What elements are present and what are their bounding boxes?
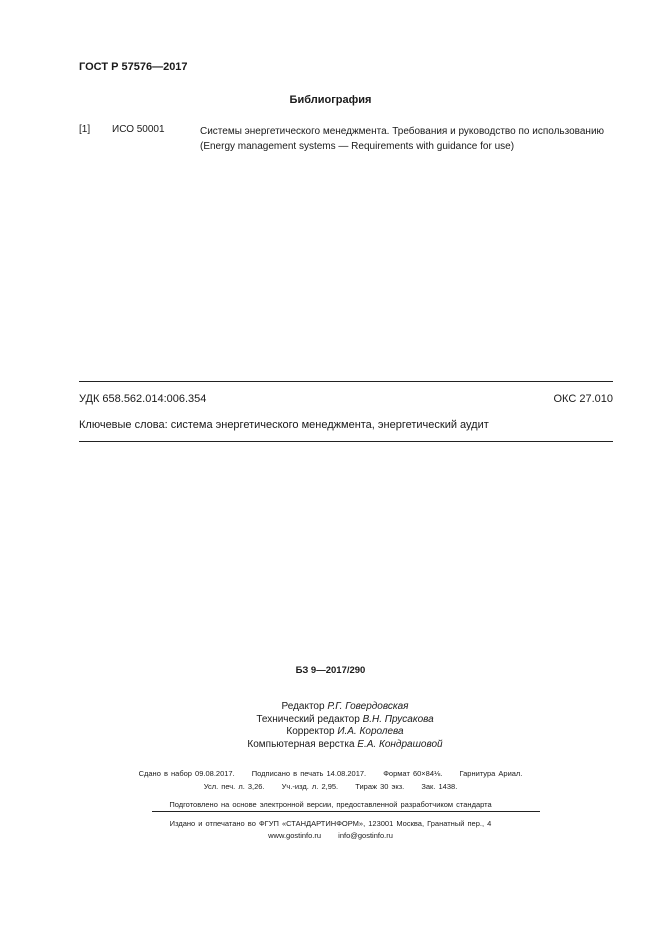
udk-code: УДК 658.562.014:006.354	[79, 393, 207, 405]
imprint-contacts	[0, 831, 661, 840]
bibliography-item-title	[200, 124, 620, 154]
bibliography-item-title-ru: Системы энергетического менеджмента. Требования и руководство по использованию	[200, 126, 605, 137]
imprint-line-2	[0, 782, 661, 791]
credit-role: Редактор	[281, 701, 325, 712]
credit-proofreader	[0, 726, 661, 739]
imprint-signed-set: Сдано в набор 09.08.2017.	[138, 769, 235, 778]
bibliography-item-number: [1]	[79, 124, 91, 135]
divider-top	[79, 381, 613, 382]
bibliography-item-standard: ИСО 50001	[112, 124, 165, 135]
credit-name: Е.А. Кондрашовой	[357, 738, 443, 750]
imprint-run: Тираж 30 экз.	[355, 782, 405, 791]
document-code: ГОСТ Р 57576—2017	[79, 61, 188, 73]
oks-code: ОКС 27.010	[553, 393, 613, 405]
imprint-typeface: Гарнитура Ариал.	[459, 769, 523, 778]
credit-role: Технический редактор	[256, 713, 360, 725]
imprint-line-1	[0, 769, 661, 778]
credit-role: Компьютерная верстка	[247, 738, 355, 750]
imprint-print-sheets: Усл. печ. л. 3,26.	[203, 782, 265, 791]
imprint-website: www.gostinfo.ru	[268, 831, 322, 840]
imprint-format: Формат 60×84⅛.	[383, 769, 443, 778]
bibliography-item-title-en: (Energy management systems — Requirements with guidance for use)	[200, 141, 515, 152]
imprint-order: Зак. 1438.	[421, 782, 458, 791]
credit-tech-editor	[0, 714, 661, 727]
credit-editor	[0, 701, 661, 714]
bz-number: БЗ 9—2017/290	[295, 665, 366, 676]
imprint-prepared: Подготовлено на основе электронной версии, предоставленной разработчиком стандарта	[169, 800, 492, 809]
imprint-publisher: Издано и отпечатано во ФГУП «СТАНДАРТИНФОРМ», 123001 Москва, Гранатный пер., 4	[169, 819, 492, 828]
credits-block	[0, 701, 661, 751]
keywords: Ключевые слова: система энергетического менеджмента, энергетический аудит	[79, 419, 489, 431]
divider-imprint	[152, 811, 540, 812]
credit-name: И.А. Королева	[337, 726, 404, 737]
credit-layout	[0, 739, 661, 752]
imprint-email: info@gostinfo.ru	[338, 831, 393, 840]
bibliography-title: Библиография	[289, 94, 372, 106]
credit-name: В.Н. Прусакова	[362, 713, 434, 725]
divider-bottom	[79, 441, 613, 442]
credit-role: Корректор	[286, 726, 335, 737]
credit-name: Р.Г. Говердовская	[327, 701, 409, 712]
imprint-pub-sheets: Уч.-изд. л. 2,95.	[281, 782, 339, 791]
imprint-signed-print: Подписано в печать 14.08.2017.	[251, 769, 367, 778]
